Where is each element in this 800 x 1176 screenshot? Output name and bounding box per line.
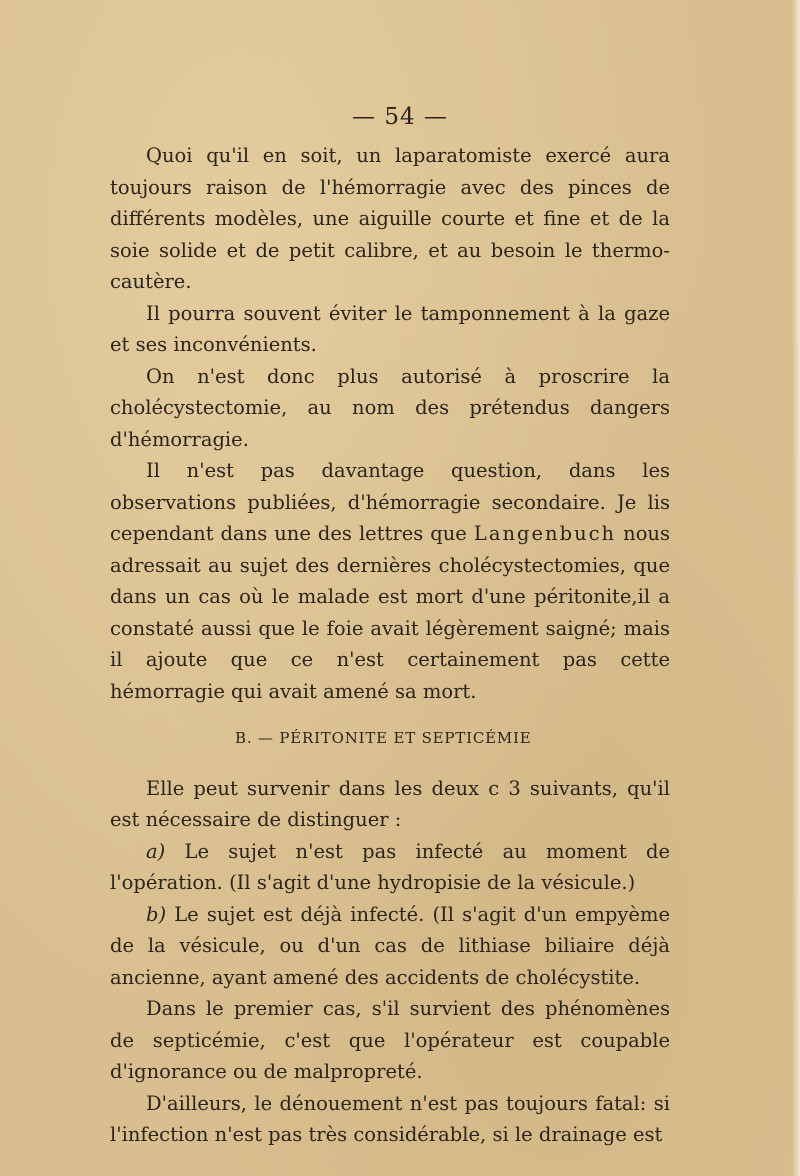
list-item-a [110,836,670,899]
paragraph-intro: Elle peut survenir dans les deux c 3 suivants, qu'il est nécessaire de distinguer : [110,776,670,831]
list-item-b [110,899,670,994]
body-text [110,140,670,1151]
author-name: Langenbuch [473,522,617,545]
paragraph-2: Il pourra souvent éviter le tamponnement à la gaze et ses inconvénients. [110,301,670,356]
list-item-a-letter: a) [146,839,166,863]
paragraph-6: D'ailleurs, le dénouement n'est pas toujours fatal: si l'infection n'est pas très considérable, si le drainage est [110,1091,670,1146]
paragraph-4-part-2: nous adressait au sujet des dernières cholécystectomies, que dans un cas où le malade est mort d'une péritonite,il a constaté aussi que le foie avait légèrement saigné; mais il ajoute que ce n'est certainement pas cette hémorragie qui avait amené sa mort. [110,522,670,703]
page-edge [792,0,800,1176]
paragraph-5: Dans le premier cas, s'il survient des phénomènes de septicémie, c'est que l'opérateur est coupable d'ignorance ou de malpropreté. [110,997,670,1083]
paragraph-1: Quoi qu'il en soit, un laparatomiste exercé aura toujours raison de l'hémorragie avec des pinces de différents modèles, une aiguille courte et fine et de la soie solide et de petit calibre, et au besoin le thermo-cautère. [110,144,670,293]
list-item-b-letter: b) [146,902,167,926]
paragraph-4-part-1: Il n'est pas davantage question, dans les observations publiées, d'hémorragie secondaire. Je lis cependant dans une des lettres que [110,459,670,545]
paragraph-4 [110,455,670,707]
paragraph-3: On n'est donc plus autorisé à proscrire la cholécystectomie, au nom des prétendus dangers d'hémorragie. [110,364,670,451]
list-item-b-text: Le sujet est déjà infecté. (Il s'agit d'un empyème de la vésicule, ou d'un cas de lithiase biliaire déjà ancienne, ayant amené des accidents de cholécystite. [110,902,670,989]
section-heading: B. — PÉRITONITE ET SEPTICÉMIE [235,729,532,747]
list-item-a-text: Le sujet n'est pas infecté au moment de l'opération. (Il s'agit d'une hydropisie de la vésicule.) [110,839,670,894]
page-number: — 54 — [352,104,448,130]
